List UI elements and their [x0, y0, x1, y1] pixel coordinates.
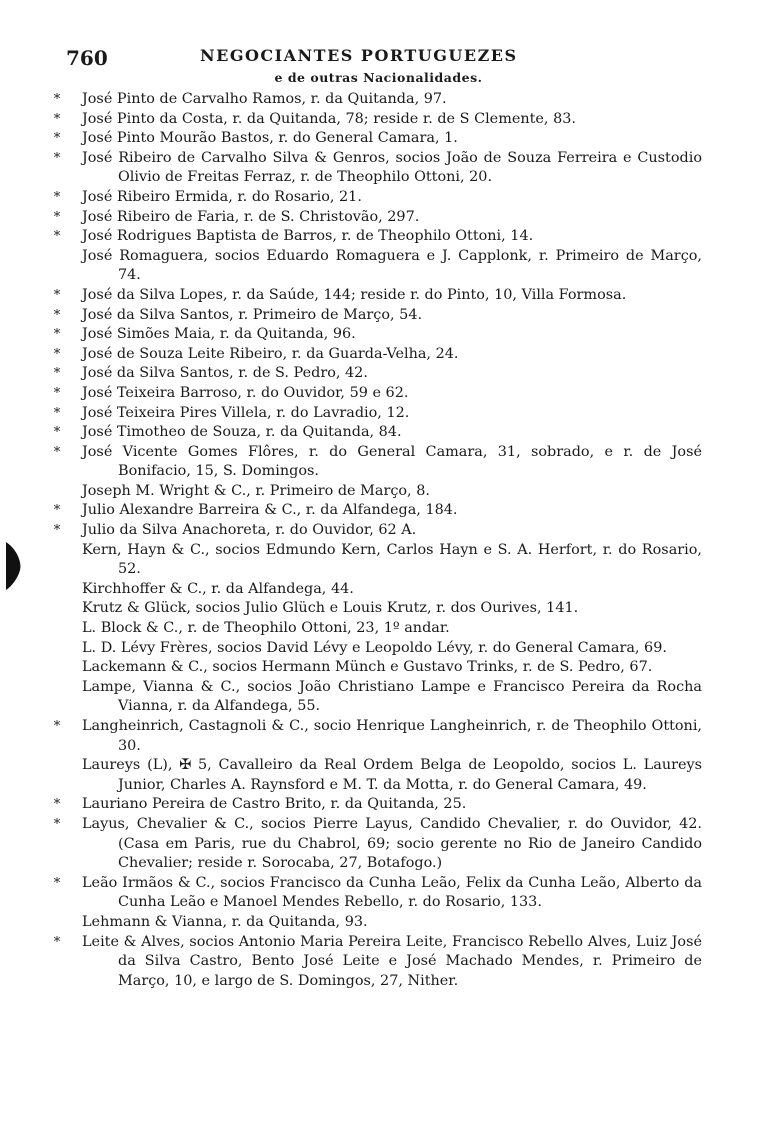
entry-text: José Ribeiro de Faria, r. de S. Christovão, 297.	[82, 208, 420, 225]
directory-entry	[82, 482, 702, 502]
asterisk-marker: *	[53, 875, 61, 891]
entry-text: José Teixeira Pires Villela, r. do Lavradio, 12.	[82, 404, 410, 421]
directory-entry	[82, 541, 702, 580]
asterisk-marker: *	[53, 934, 61, 950]
directory-entry	[82, 678, 702, 717]
directory-entry	[82, 580, 702, 600]
directory-entry	[53, 874, 702, 913]
asterisk-marker: *	[53, 111, 61, 127]
entry-text: Joseph M. Wright & C., r. Primeiro de Março, 8.	[82, 482, 430, 499]
entry-text: José Romaguera, socios Eduardo Romaguera e J. Capplonk, r. Primeiro de Março, 74.	[82, 247, 702, 284]
directory-entry	[53, 286, 702, 306]
asterisk-marker: *	[53, 816, 61, 832]
entry-text: José da Silva Lopes, r. da Saúde, 144; reside r. do Pinto, 10, Villa Formosa.	[82, 286, 627, 303]
asterisk-marker: *	[53, 307, 61, 323]
entry-list	[53, 90, 702, 991]
directory-entry	[53, 345, 702, 365]
entry-text: José Pinto da Costa, r. da Quitanda, 78; reside r. de S Clemente, 83.	[82, 110, 576, 127]
directory-entry	[82, 247, 702, 286]
asterisk-marker: *	[53, 797, 61, 813]
asterisk-marker: *	[53, 92, 61, 107]
entry-text: Laureys (L), ✠ 5, Cavalleiro da Real Ordem Belga de Leopoldo, socios L. Laureys Junior, Charles A. Raynsford e M. T. da Motta, r. do General Camara, 49.	[82, 757, 702, 793]
directory-entry	[53, 815, 702, 874]
entry-text: L. Block & C., r. de Theophilo Ottoni, 23, 1º andar.	[82, 620, 450, 637]
directory-entry	[53, 188, 702, 208]
directory-entry	[53, 501, 702, 521]
running-head: NEGOCIANTES PORTUGUEZES	[200, 46, 518, 65]
directory-entry	[82, 619, 702, 639]
directory-entry	[53, 227, 702, 247]
asterisk-marker: *	[53, 287, 61, 303]
entry-text: Leão Irmãos & C., socios Francisco da Cunha Leão, Felix da Cunha Leão, Alberto da Cunha Leão e Manoel Mendes Rebello, r. do Rosario, 133.	[82, 874, 702, 911]
entry-text: L. D. Lévy Frères, socios David Lévy e Leopoldo Lévy, r. do General Camara, 69.	[82, 639, 667, 656]
directory-entry	[53, 208, 702, 228]
entry-text: Kirchhoffer & C., r. da Alfandega, 44.	[82, 580, 354, 597]
entry-text: Layus, Chevalier & C., socios Pierre Layus, Candido Chevalier, r. do Ouvidor, 42. (Casa em Paris, rue du Chabrol, 69; socio gerente no Rio de Janeiro Candido Chevalier; reside r. Sorocaba, 27, Botafogo.)	[82, 815, 702, 872]
entry-text: Kern, Hayn & C., socios Edmundo Kern, Carlos Hayn e S. A. Herfort, r. do Rosario, 52.	[82, 541, 702, 578]
entry-text: Leite & Alves, socios Antonio Maria Pereira Leite, Francisco Rebello Alves, Luiz José da Silva Castro, Bento José Leite e José Machado Mendes, r. Primeiro de Março, 10, e largo de S. Domingos, 27, Nither.	[82, 933, 702, 989]
directory-entry	[82, 639, 702, 659]
directory-entry	[53, 443, 702, 482]
directory-entry	[53, 795, 702, 815]
directory-entry	[53, 404, 702, 424]
directory-entry	[53, 325, 702, 345]
asterisk-marker: *	[53, 229, 61, 245]
entry-text: José de Souza Leite Ribeiro, r. da Guarda-Velha, 24.	[82, 345, 459, 362]
directory-entry	[53, 129, 702, 149]
entry-text: José Pinto Mourão Bastos, r. do General Camara, 1.	[82, 130, 458, 147]
directory-entry	[53, 306, 702, 326]
asterisk-marker: *	[53, 189, 61, 205]
asterisk-marker: *	[53, 150, 61, 166]
entry-text: José Teixeira Barroso, r. do Ouvidor, 59 e 62.	[82, 384, 409, 401]
entry-text: José Vicente Gomes Flôres, r. do General Camara, 31, sobrado, e r. de José Bonifacio, 15, S. Domingos.	[82, 443, 702, 480]
directory-entry	[53, 149, 702, 188]
asterisk-marker: *	[53, 444, 61, 460]
asterisk-marker: *	[53, 523, 61, 539]
margin-ink-mark	[4, 540, 24, 592]
directory-entry	[53, 521, 702, 541]
entry-text: José Ribeiro Ermida, r. do Rosario, 21.	[82, 188, 362, 205]
directory-entry	[53, 717, 702, 756]
entry-text: Lampe, Vianna & C., socios João Christiano Lampe e Francisco Pereira da Rocha Vianna, r. da Alfandega, 55.	[82, 678, 702, 715]
entry-text: José da Silva Santos, r. de S. Pedro, 42.	[82, 365, 368, 382]
asterisk-marker: *	[53, 503, 61, 519]
page-number: 760	[66, 46, 108, 70]
directory-entry	[82, 658, 702, 678]
directory-entry	[53, 364, 702, 384]
entry-text: Julio da Silva Anachoreta, r. do Ouvidor, 62 A.	[82, 522, 417, 539]
entry-text: Krutz & Glück, socios Julio Glüch e Louis Krutz, r. dos Ourives, 141.	[82, 600, 579, 617]
directory-entry	[53, 384, 702, 404]
asterisk-marker: *	[53, 405, 61, 421]
entry-text: José Ribeiro de Carvalho Silva & Genros, socios João de Souza Ferreira e Custodio Olivio de Freitas Ferraz, r. de Theophilo Ottoni, 20.	[82, 149, 702, 186]
asterisk-marker: *	[53, 209, 61, 225]
entry-text: José Pinto de Carvalho Ramos, r. da Quitanda, 97.	[82, 91, 447, 107]
directory-entry	[53, 933, 702, 992]
entry-text: José Rodrigues Baptista de Barros, r. de Theophilo Ottoni, 14.	[82, 228, 534, 245]
entry-text: Langheinrich, Castagnoli & C., socio Henrique Langheinrich, r. de Theophilo Ottoni, 30.	[82, 718, 702, 754]
entry-text: Lackemann & C., socios Hermann Münch e Gustavo Trinks, r. de S. Pedro, 67.	[82, 659, 653, 676]
directory-entry	[53, 423, 702, 443]
directory-entry	[53, 90, 702, 110]
asterisk-marker: *	[53, 385, 61, 401]
directory-entry	[82, 913, 702, 933]
section-subhead: e de outras Nacionalidades.	[274, 70, 483, 85]
entry-text: Julio Alexandre Barreira & C., r. da Alfandega, 184.	[82, 502, 458, 519]
entry-text: José Simões Maia, r. da Quitanda, 96.	[82, 326, 356, 343]
asterisk-marker: *	[53, 719, 61, 734]
entry-text: José Timotheo de Souza, r. da Quitanda, 84.	[82, 424, 402, 441]
asterisk-marker: *	[53, 425, 61, 441]
entry-text: José da Silva Santos, r. Primeiro de Março, 54.	[82, 306, 423, 323]
entry-text: Lauriano Pereira de Castro Brito, r. da Quitanda, 25.	[82, 796, 467, 813]
asterisk-marker: *	[53, 366, 61, 382]
asterisk-marker: *	[53, 131, 61, 147]
entry-text: Lehmann & Vianna, r. da Quitanda, 93.	[82, 913, 368, 930]
directory-entry	[82, 756, 702, 795]
asterisk-marker: *	[53, 346, 61, 362]
asterisk-marker: *	[53, 327, 61, 343]
directory-entry	[82, 599, 702, 619]
directory-entry	[53, 110, 702, 130]
